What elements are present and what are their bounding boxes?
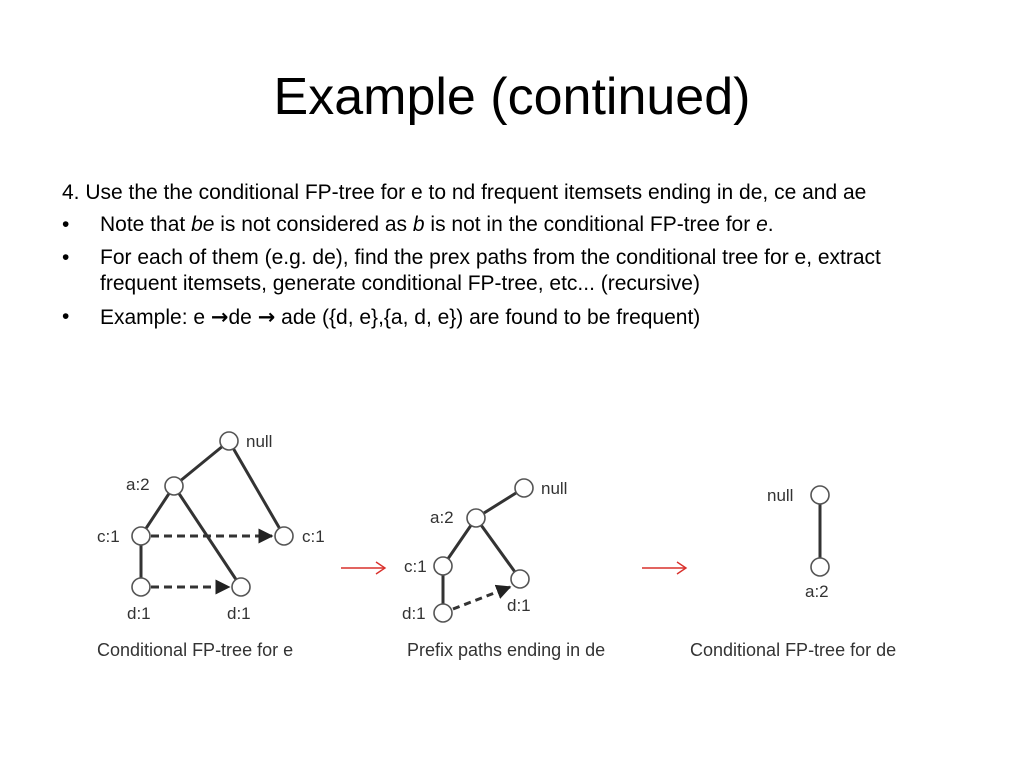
tree-node xyxy=(165,477,183,495)
bullet-item-example xyxy=(62,304,962,331)
node-label: d:1 xyxy=(227,604,251,623)
node-label: c:1 xyxy=(404,557,427,576)
bullet-text: For each of them (e.g. de), find the prex paths from the conditional tree for e, extract frequent itemsets, generate conditional FP-tree, etc... (recursive) xyxy=(100,246,881,295)
tree-node xyxy=(275,527,293,545)
node-label: c:1 xyxy=(97,527,120,546)
node-label: null xyxy=(541,479,568,498)
tree-conditional-fp-e xyxy=(141,441,284,587)
node-label: null xyxy=(246,432,273,451)
bullet-emphasis: be xyxy=(191,213,215,236)
bullet-emphasis: b xyxy=(412,213,425,236)
tree-prefix-paths-de xyxy=(443,488,524,613)
tree-edge xyxy=(229,441,284,536)
node-label: a:2 xyxy=(430,508,454,527)
tree-node xyxy=(220,432,238,450)
bullet-text: ade ({d, e},{a, d, e}) are found to be frequent) xyxy=(275,306,701,329)
slide-body xyxy=(62,180,962,338)
tree-node xyxy=(811,486,829,504)
bullet-item-each xyxy=(62,245,962,297)
tree-node xyxy=(434,604,452,622)
node-label: null xyxy=(767,486,794,505)
tree-edge xyxy=(174,441,229,486)
bullet-marker: • xyxy=(62,246,70,269)
node-label: d:1 xyxy=(402,604,426,623)
bullet-text: Note that xyxy=(100,213,192,236)
tree-node xyxy=(132,527,150,545)
tree-node xyxy=(132,578,150,596)
tree-node xyxy=(511,570,529,588)
bullet-text: is not in the conditional FP-tree for xyxy=(424,213,757,236)
bullet-emphasis: e xyxy=(756,213,768,236)
tree-node xyxy=(811,558,829,576)
tree-node xyxy=(515,479,533,497)
right-arrow-icon: → xyxy=(257,305,276,329)
node-label: c:1 xyxy=(302,527,325,546)
bullet-text: is not considered as xyxy=(214,213,413,236)
bullet-marker: • xyxy=(62,213,70,236)
node-label: d:1 xyxy=(127,604,151,623)
node-label: a:2 xyxy=(805,582,829,601)
transition-arrow xyxy=(341,562,385,574)
slide-title: Example (continued) xyxy=(273,68,751,126)
bullet-item-note xyxy=(62,212,962,238)
intro-paragraph: 4. Use the the conditional FP-tree for e to nd frequent itemsets ending in de, ce and ae xyxy=(62,181,867,204)
node-label: d:1 xyxy=(507,596,531,615)
node-label: a:2 xyxy=(126,475,150,494)
bullet-text: . xyxy=(767,213,774,236)
tree-caption: Conditional FP-tree for de xyxy=(690,640,897,660)
tree-node xyxy=(232,578,250,596)
transition-arrow xyxy=(642,562,686,574)
bullet-text: Example: e xyxy=(100,306,211,329)
tree-node xyxy=(467,509,485,527)
tree-node xyxy=(434,557,452,575)
bullet-marker: • xyxy=(62,305,70,328)
tree-caption: Conditional FP-tree for e xyxy=(97,640,294,660)
tree-edge xyxy=(476,518,520,579)
dashed-link xyxy=(453,587,510,609)
bullet-list xyxy=(62,212,962,331)
bullet-text: de xyxy=(228,306,258,329)
right-arrow-icon: → xyxy=(210,305,229,329)
fp-tree-figure xyxy=(0,420,1024,670)
tree-caption: Prefix paths ending in de xyxy=(407,640,606,660)
